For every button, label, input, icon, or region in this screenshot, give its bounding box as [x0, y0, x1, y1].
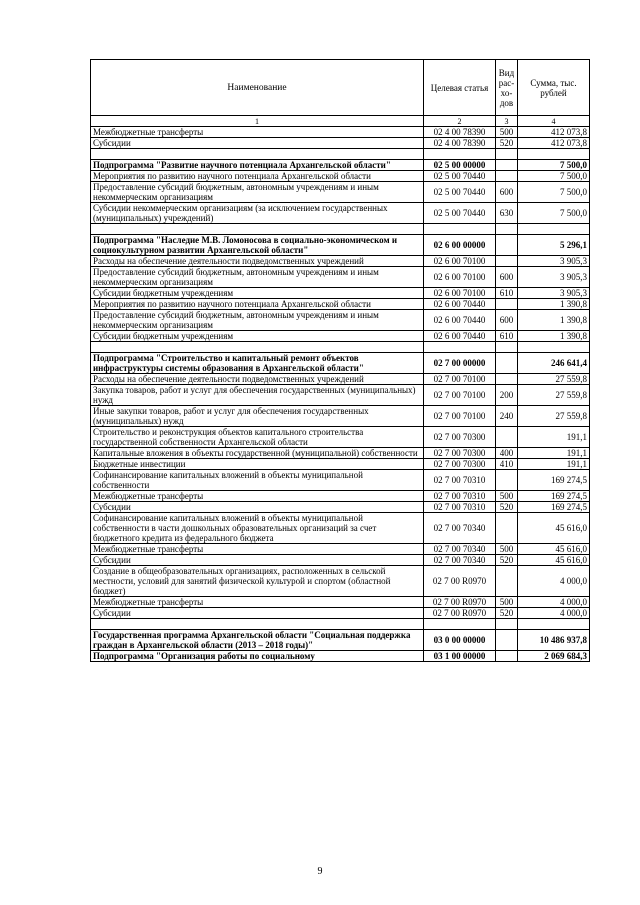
row-code: 02 6 00 70100: [424, 267, 496, 288]
header-code: Целевая статья: [424, 60, 496, 116]
row-code: 02 5 00 70440: [424, 171, 496, 182]
row-code: 02 7 00 70340: [424, 555, 496, 566]
row-vid: 610: [496, 331, 518, 342]
row-sum: 27 559,8: [518, 374, 590, 385]
row-name: Предоставление субсидий бюджетным, автономным учреждениям и иным некоммерческим организациям: [91, 310, 424, 331]
row-vid: 520: [496, 502, 518, 513]
row-code: 02 7 00 00000: [424, 353, 496, 374]
row-name: Субсидии бюджетным учреждениям: [91, 288, 424, 299]
row-vid: 630: [496, 203, 518, 224]
table-row: [91, 470, 590, 491]
row-vid: 500: [496, 491, 518, 502]
row-sum: 7 500,0: [518, 160, 590, 171]
spacer-cell: [518, 224, 590, 235]
row-name: Межбюджетные трансферты: [91, 544, 424, 555]
row-vid: 520: [496, 608, 518, 619]
row-name: Строительство и реконструкция объектов капитального строительства государственной собственности Архангельской области: [91, 427, 424, 448]
spacer-cell: [496, 342, 518, 353]
row-code: 02 7 00 70340: [424, 544, 496, 555]
spacer-cell: [91, 619, 424, 630]
table-row: [91, 182, 590, 203]
row-sum: 45 616,0: [518, 544, 590, 555]
row-sum: 27 559,8: [518, 406, 590, 427]
row-sum: 45 616,0: [518, 555, 590, 566]
row-sum: 4 000,0: [518, 566, 590, 597]
row-name: Предоставление субсидий бюджетным, автономным учреждениям и иным некоммерческим организациям: [91, 267, 424, 288]
spacer-cell: [496, 619, 518, 630]
row-code: 02 7 00 70310: [424, 502, 496, 513]
row-sum: 4 000,0: [518, 608, 590, 619]
row-code: 02 6 00 70440: [424, 299, 496, 310]
row-vid: [496, 171, 518, 182]
row-code: 02 7 00 70300: [424, 427, 496, 448]
row-sum: 191,1: [518, 427, 590, 448]
header-name: Наименование: [91, 60, 424, 116]
program-row: [91, 160, 590, 171]
row-name: Государственная программа Архангельской области "Социальная поддержка граждан в Архангельской области (2013 – 2018 годы)": [91, 630, 424, 651]
row-name: Предоставление субсидий бюджетным, автономным учреждениям и иным некоммерческим организациям: [91, 182, 424, 203]
row-name: Расходы на обеспечение деятельности подведомственных учреждений: [91, 374, 424, 385]
row-vid: 600: [496, 182, 518, 203]
row-sum: 7 500,0: [518, 171, 590, 182]
row-name: Мероприятия по развитию научного потенциала Архангельской области: [91, 299, 424, 310]
row-code: 02 7 00 70300: [424, 448, 496, 459]
row-vid: [496, 160, 518, 171]
row-sum: 169 274,5: [518, 470, 590, 491]
spacer-cell: [424, 224, 496, 235]
row-code: 02 7 00 R0970: [424, 566, 496, 597]
spacer-cell: [518, 342, 590, 353]
row-sum: 191,1: [518, 448, 590, 459]
row-name: Подпрограмма "Развитие научного потенциала Архангельской области": [91, 160, 424, 171]
header-row: [91, 60, 590, 116]
column-number: 4: [518, 116, 590, 127]
table-row: [91, 256, 590, 267]
row-vid: [496, 256, 518, 267]
row-code: 02 6 00 70100: [424, 288, 496, 299]
row-name: Софинансирование капитальных вложений в объекты муниципальной собственности: [91, 470, 424, 491]
row-name: Создание в общеобразовательных организациях, расположенных в сельской местности, условий для занятий физической культурой и спортом (областной бюджет): [91, 566, 424, 597]
spacer-row: [91, 149, 590, 160]
spacer-cell: [518, 149, 590, 160]
row-name: Подпрограмма "Строительство и капитальный ремонт объектов инфраструктуры системы образования в Архангельской области": [91, 353, 424, 374]
row-sum: 412 073,8: [518, 127, 590, 138]
row-code: 03 0 00 00000: [424, 630, 496, 651]
row-vid: [496, 630, 518, 651]
row-vid: 240: [496, 406, 518, 427]
row-vid: [496, 513, 518, 544]
row-name: Субсидии: [91, 555, 424, 566]
table-row: [91, 138, 590, 149]
table-row: [91, 203, 590, 224]
row-vid: 500: [496, 597, 518, 608]
row-code: 03 1 00 00000: [424, 651, 496, 662]
row-name: Субсидии: [91, 138, 424, 149]
row-name: Субсидии бюджетным учреждениям: [91, 331, 424, 342]
table-row: [91, 502, 590, 513]
program-row: [91, 651, 590, 662]
row-code: 02 5 00 00000: [424, 160, 496, 171]
row-name: Мероприятия по развитию научного потенциала Архангельской области: [91, 171, 424, 182]
row-vid: [496, 299, 518, 310]
table-row: [91, 385, 590, 406]
spacer-cell: [496, 149, 518, 160]
page-number: 9: [317, 866, 323, 877]
row-code: 02 7 00 R0970: [424, 597, 496, 608]
row-sum: 5 296,1: [518, 235, 590, 256]
row-code: 02 7 00 70100: [424, 374, 496, 385]
table-row: [91, 310, 590, 331]
table-row: [91, 427, 590, 448]
row-vid: 500: [496, 127, 518, 138]
spacer-cell: [424, 149, 496, 160]
budget-table: [90, 59, 590, 662]
spacer-cell: [518, 619, 590, 630]
spacer-cell: [424, 619, 496, 630]
row-vid: 610: [496, 288, 518, 299]
row-code: 02 4 00 78390: [424, 127, 496, 138]
column-number: 1: [91, 116, 424, 127]
row-code: 02 7 00 70310: [424, 491, 496, 502]
row-code: 02 7 00 70100: [424, 385, 496, 406]
row-vid: 600: [496, 310, 518, 331]
row-vid: 200: [496, 385, 518, 406]
table-row: [91, 374, 590, 385]
row-name: Субсидии: [91, 608, 424, 619]
row-code: 02 6 00 70440: [424, 310, 496, 331]
table-row: [91, 127, 590, 138]
row-sum: 4 000,0: [518, 597, 590, 608]
row-sum: 3 905,3: [518, 267, 590, 288]
row-name: Иные закупки товаров, работ и услуг для обеспечения государственных (муниципальных) нужд: [91, 406, 424, 427]
spacer-cell: [496, 224, 518, 235]
row-vid: [496, 374, 518, 385]
row-name: Субсидии некоммерческим организациям (за исключением государственных (муниципальных) учреждений): [91, 203, 424, 224]
row-sum: 27 559,8: [518, 385, 590, 406]
table-row: [91, 597, 590, 608]
table-row: [91, 331, 590, 342]
row-name: Межбюджетные трансферты: [91, 491, 424, 502]
row-vid: 400: [496, 448, 518, 459]
row-name: Капитальные вложения в объекты государственной (муниципальной) собственности: [91, 448, 424, 459]
program-row: [91, 235, 590, 256]
row-code: 02 7 00 70340: [424, 513, 496, 544]
row-vid: 500: [496, 544, 518, 555]
table-row: [91, 459, 590, 470]
row-sum: 10 486 937,8: [518, 630, 590, 651]
row-code: 02 7 00 70100: [424, 406, 496, 427]
row-name: Межбюджетные трансферты: [91, 597, 424, 608]
row-name: Закупка товаров, работ и услуг для обеспечения государственных (муниципальных) нужд: [91, 385, 424, 406]
row-vid: [496, 353, 518, 374]
header-sum: Сумма, тыс. рублей: [518, 60, 590, 116]
column-number: 3: [496, 116, 518, 127]
row-sum: 3 905,3: [518, 288, 590, 299]
row-sum: 3 905,3: [518, 256, 590, 267]
table-row: [91, 544, 590, 555]
table-row: [91, 267, 590, 288]
table-row: [91, 288, 590, 299]
row-code: 02 7 00 70310: [424, 470, 496, 491]
row-sum: 1 390,8: [518, 331, 590, 342]
row-name: Подпрограмма "Организация работы по социальному: [91, 651, 424, 662]
row-sum: 191,1: [518, 459, 590, 470]
row-vid: 600: [496, 267, 518, 288]
row-name: Бюджетные инвестиции: [91, 459, 424, 470]
table-row: [91, 406, 590, 427]
row-sum: 7 500,0: [518, 203, 590, 224]
row-sum: 169 274,5: [518, 502, 590, 513]
row-sum: 2 069 684,3: [518, 651, 590, 662]
row-code: 02 6 00 00000: [424, 235, 496, 256]
table-row: [91, 299, 590, 310]
spacer-cell: [91, 224, 424, 235]
row-sum: 45 616,0: [518, 513, 590, 544]
row-vid: [496, 427, 518, 448]
program-row: [91, 630, 590, 651]
row-code: 02 4 00 78390: [424, 138, 496, 149]
row-name: Софинансирование капитальных вложений в объекты муниципальной собственности в части дошкольных образовательных организаций за счет бюджетного кредита из федерального бюджета: [91, 513, 424, 544]
table-row: [91, 555, 590, 566]
table-body: [91, 60, 590, 662]
row-sum: 169 274,5: [518, 491, 590, 502]
row-name: Расходы на обеспечение деятельности подведомственных учреждений: [91, 256, 424, 267]
row-sum: 246 641,4: [518, 353, 590, 374]
program-row: [91, 353, 590, 374]
column-number-row: [91, 116, 590, 127]
row-sum: 7 500,0: [518, 182, 590, 203]
table-row: [91, 608, 590, 619]
row-vid: [496, 566, 518, 597]
table-row: [91, 566, 590, 597]
column-number: 2: [424, 116, 496, 127]
spacer-row: [91, 342, 590, 353]
header-vid: Вид рас- хо- дов: [496, 60, 518, 116]
spacer-cell: [424, 342, 496, 353]
row-vid: [496, 470, 518, 491]
row-vid: 520: [496, 138, 518, 149]
row-vid: 410: [496, 459, 518, 470]
table-row: [91, 171, 590, 182]
row-code: 02 6 00 70100: [424, 256, 496, 267]
row-code: 02 7 00 70300: [424, 459, 496, 470]
row-code: 02 5 00 70440: [424, 203, 496, 224]
row-code: 02 5 00 70440: [424, 182, 496, 203]
spacer-cell: [91, 342, 424, 353]
table-row: [91, 448, 590, 459]
row-vid: [496, 235, 518, 256]
row-vid: 520: [496, 555, 518, 566]
row-sum: 1 390,8: [518, 299, 590, 310]
row-name: Подпрограмма "Наследие М.В. Ломоносова в социально-экономическом и социокультурном развитии Архангельской области": [91, 235, 424, 256]
row-name: Межбюджетные трансферты: [91, 127, 424, 138]
row-code: 02 6 00 70440: [424, 331, 496, 342]
spacer-row: [91, 224, 590, 235]
row-code: 02 7 00 R0970: [424, 608, 496, 619]
row-sum: 1 390,8: [518, 310, 590, 331]
row-sum: 412 073,8: [518, 138, 590, 149]
table-row: [91, 513, 590, 544]
spacer-cell: [91, 149, 424, 160]
table-row: [91, 491, 590, 502]
row-name: Субсидии: [91, 502, 424, 513]
spacer-row: [91, 619, 590, 630]
row-vid: [496, 651, 518, 662]
